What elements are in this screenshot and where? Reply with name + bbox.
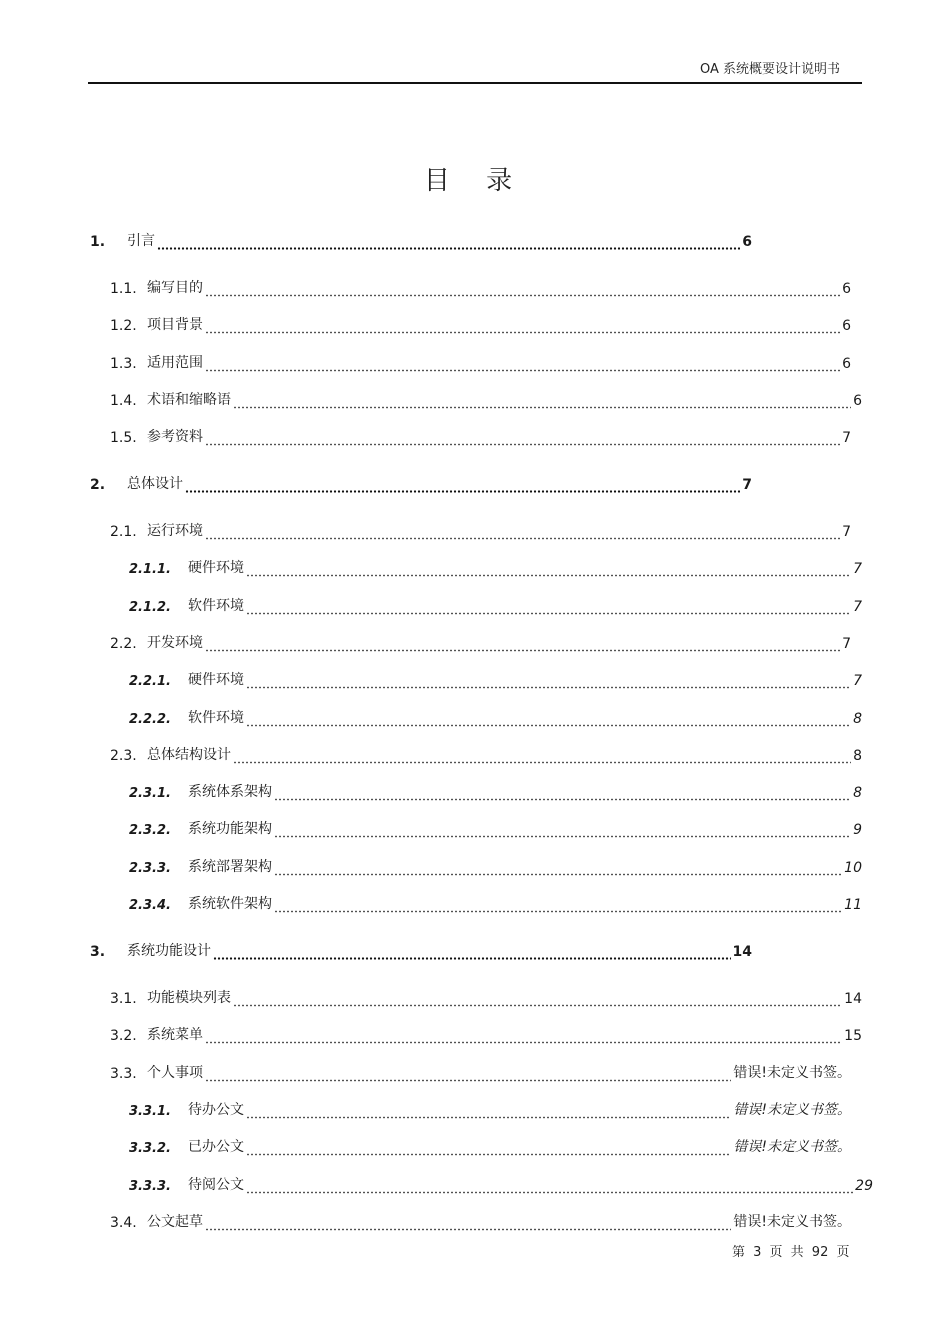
toc-entry[interactable]	[110, 352, 851, 372]
toc-leader-dots	[246, 1142, 731, 1156]
toc-entry-number: 3.3.3.	[129, 1179, 171, 1194]
toc-entry-title: 软件环境	[188, 710, 244, 726]
toc-entry-page: 错误!未定义书签。	[733, 1102, 851, 1118]
header-doc-title: OA 系统概要设计说明书	[699, 62, 840, 77]
toc-entry[interactable]	[129, 781, 862, 801]
toc-entry-number: 3.3.1.	[129, 1104, 171, 1119]
toc-entry-page: 6	[842, 281, 851, 297]
toc-entry-number: 2.1.1.	[129, 562, 171, 577]
toc-entry[interactable]	[110, 1062, 851, 1082]
toc-entry[interactable]	[110, 1211, 851, 1231]
toc-entry-title: 编写目的	[147, 280, 203, 296]
toc-entry-title: 系统功能设计	[127, 943, 211, 959]
toc-entry-number: 2.2.	[110, 636, 137, 652]
toc-entry-number: 2.3.3.	[129, 861, 171, 876]
toc-entry-number: 1.2.	[110, 318, 137, 334]
page-number-footer: 第 3 页 共 92 页	[732, 1245, 850, 1260]
toc-entry-title: 术语和缩略语	[147, 392, 231, 408]
toc-entry-page: 10	[844, 860, 862, 876]
toc-leader-dots	[246, 563, 851, 577]
toc-entry[interactable]	[110, 314, 851, 334]
toc-entry-page: 8	[853, 785, 862, 801]
toc-entry-title: 软件环境	[188, 598, 244, 614]
toc-entry-title: 硬件环境	[188, 560, 244, 576]
toc-entry-number: 3.4.	[110, 1215, 137, 1231]
toc-entry[interactable]	[110, 426, 851, 446]
toc-leader-dots	[246, 713, 851, 727]
toc-entry-page: 7	[842, 636, 851, 652]
toc-entry-title: 功能模块列表	[147, 990, 231, 1006]
toc-entry[interactable]	[129, 1099, 851, 1119]
toc-entry-number: 3.3.2.	[129, 1141, 171, 1156]
toc-entry-page: 错误!未定义书签。	[733, 1214, 851, 1230]
toc-entry[interactable]	[110, 632, 851, 652]
toc-leader-dots	[205, 1030, 842, 1044]
toc-entry[interactable]	[110, 389, 862, 409]
toc-entry[interactable]	[129, 818, 862, 838]
toc-entry-number: 2.3.1.	[129, 786, 171, 801]
toc-leader-dots	[246, 675, 851, 689]
toc-entry-number: 1.3.	[110, 356, 137, 372]
toc-entry-title: 运行环境	[147, 523, 203, 539]
toc-entry[interactable]	[129, 557, 862, 577]
toc-entry-page: 错误!未定义书签。	[733, 1139, 851, 1155]
toc-entry-page: 7	[853, 561, 862, 577]
toc-entry-page: 6	[842, 356, 851, 372]
toc-entry-title: 系统功能架构	[188, 821, 272, 837]
toc-leader-dots	[233, 750, 851, 764]
toc-title: 目 录	[423, 166, 527, 196]
toc-leader-dots	[274, 862, 842, 876]
toc-entry-page: 6	[853, 393, 862, 409]
toc-leader-dots	[274, 824, 851, 838]
toc-leader-dots	[246, 1105, 731, 1119]
toc-entry-number: 2.3.	[110, 748, 137, 764]
toc-entry[interactable]	[110, 277, 851, 297]
toc-entry[interactable]	[129, 595, 862, 615]
toc-entry-page: 14	[844, 991, 862, 1007]
toc-entry-number: 3.1.	[110, 991, 137, 1007]
toc-entry-number: 2.1.	[110, 524, 137, 540]
toc-entry-title: 待阅公文	[188, 1177, 244, 1193]
toc-leader-dots	[205, 320, 840, 334]
toc-entry-title: 待办公文	[188, 1102, 244, 1118]
toc-entry[interactable]	[129, 669, 862, 689]
toc-leader-dots	[205, 283, 840, 297]
toc-leader-dots	[205, 432, 840, 446]
toc-entry-page: 7	[853, 599, 862, 615]
toc-entry-number: 2.2.2.	[129, 712, 171, 727]
toc-entry[interactable]	[90, 230, 752, 250]
toc-leader-dots	[233, 395, 851, 409]
toc-entry-page: 15	[844, 1028, 862, 1044]
toc-entry-page: 错误!未定义书签。	[733, 1065, 851, 1081]
toc-entry[interactable]	[90, 473, 752, 493]
toc-entry-title: 系统软件架构	[188, 896, 272, 912]
toc-entry-number: 1.5.	[110, 430, 137, 446]
toc-entry-title: 个人事项	[147, 1065, 203, 1081]
toc-leader-dots	[233, 993, 842, 1007]
toc-entry[interactable]	[110, 744, 862, 764]
toc-entry-page: 8	[853, 748, 862, 764]
toc-entry-title: 总体设计	[127, 476, 183, 492]
toc-entry-page: 8	[853, 711, 862, 727]
toc-entry[interactable]	[110, 987, 862, 1007]
toc-entry[interactable]	[129, 1174, 873, 1194]
toc-entry-number: 3.3.	[110, 1066, 137, 1082]
toc-entry-number: 2.	[90, 477, 106, 493]
toc-entry-page: 7	[842, 524, 851, 540]
toc-leader-dots	[246, 1180, 853, 1194]
toc-entry-page: 6	[842, 318, 851, 334]
toc-entry-title: 开发环境	[147, 635, 203, 651]
toc-leader-dots	[205, 1217, 731, 1231]
toc-entry-page: 7	[742, 477, 752, 493]
toc-entry-title: 适用范围	[147, 355, 203, 371]
toc-entry-title: 总体结构设计	[147, 747, 231, 763]
toc-entry-title: 系统菜单	[147, 1027, 203, 1043]
toc-entry-number: 2.3.2.	[129, 823, 171, 838]
toc-leader-dots	[185, 479, 740, 493]
toc-entry-number: 2.2.1.	[129, 674, 171, 689]
toc-entry-title: 公文起草	[147, 1214, 203, 1230]
toc-entry-title: 已办公文	[188, 1139, 244, 1155]
toc-entry[interactable]	[129, 707, 862, 727]
toc-entry-page: 6	[742, 234, 752, 250]
toc-entry-title: 硬件环境	[188, 672, 244, 688]
toc-entry-page: 7	[842, 430, 851, 446]
toc-entry-title: 引言	[127, 233, 155, 249]
toc-entry-title: 系统部署架构	[188, 859, 272, 875]
toc-entry-page: 7	[853, 673, 862, 689]
toc-leader-dots	[205, 638, 840, 652]
toc-entry[interactable]	[129, 856, 862, 876]
toc-leader-dots	[246, 601, 851, 615]
toc-entry[interactable]	[129, 1136, 851, 1156]
toc-entry-number: 1.1.	[110, 281, 137, 297]
toc-entry-number: 3.2.	[110, 1028, 137, 1044]
toc-entry[interactable]	[90, 940, 752, 960]
toc-leader-dots	[205, 526, 840, 540]
toc-entry-page: 29	[855, 1178, 873, 1194]
toc-entry-number: 1.	[90, 234, 106, 250]
toc-entry-title: 项目背景	[147, 317, 203, 333]
toc-entry-number: 3.	[90, 944, 106, 960]
toc-leader-dots	[205, 1068, 731, 1082]
toc-entry-number: 1.4.	[110, 393, 137, 409]
toc-entry[interactable]	[110, 1024, 862, 1044]
toc-entry[interactable]	[110, 520, 851, 540]
toc-entry[interactable]	[129, 893, 862, 913]
toc-entry-title: 系统体系架构	[188, 784, 272, 800]
toc-entry-page: 14	[732, 944, 752, 960]
toc-entry-title: 参考资料	[147, 429, 203, 445]
toc-leader-dots	[274, 787, 851, 801]
toc-leader-dots	[205, 358, 840, 372]
toc-leader-dots	[157, 236, 740, 250]
toc-leader-dots	[213, 946, 731, 960]
toc-entry-page: 9	[853, 822, 862, 838]
toc-entry-number: 2.3.4.	[129, 898, 171, 913]
toc-entry-page: 11	[844, 897, 862, 913]
toc-leader-dots	[274, 899, 842, 913]
toc-entry-number: 2.1.2.	[129, 600, 171, 615]
